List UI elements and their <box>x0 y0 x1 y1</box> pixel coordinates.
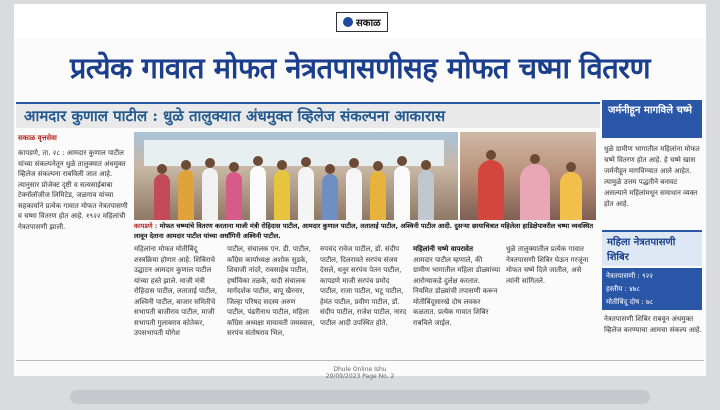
stats-box <box>602 268 702 310</box>
column-text: पाटील, संचालक एन. डी. पाटील, काँग्रेस कार्याध्यक्ष अशोक सुडके, शिवाजी नांदरे, रावसाहेब पाटील, हर्षाविका तळके, यादी संचालक मार्गदर्शक पाटील, बापू खैरनार, जिल्हा परिषद सदस्य अरुण पाटील, पंढरीनाथ पाटील, महिला कॉंग्रेस अध्यक्षा मायावती जयस्वाल, सरपंच संतोषराव भिल, <box>227 245 315 337</box>
caption-text: मोफत चष्म्यांचे वितरण करताना माजी मंत्री रोहिदास पाटील, आमदार कुणाल पाटील, लताताई पाटील, अश्विनी पाटील आदी. दुसऱ्या छायाचित्रात महिलेला हाडिक्षेपावरील चष्मा व्यवस्थित लावून देताना आमदार पाटील यांच्या अर्धांगिनी अश्विनी पाटील. <box>134 222 594 240</box>
article-column <box>134 244 222 339</box>
column-subheading: महिलांनी चष्मे वापरावेत <box>413 245 473 253</box>
caption-label: कापडणे : <box>134 222 158 230</box>
page-headline: प्रत्येक गावात मोफत नेत्रतपासणीसह मोफत चष्मा वितरण <box>69 50 651 85</box>
horizontal-scrollbar[interactable] <box>70 390 650 404</box>
stat-line: मोतीबिंदू दोष : ७८ <box>606 298 654 306</box>
subheadline: आमदार कुणाल पाटील : धुळे तालुक्यात अंधमुक्त व्हिलेज संकल्पना आकारास <box>16 102 600 128</box>
event-photo <box>134 132 458 220</box>
footer-divider <box>16 360 704 361</box>
camp-box-title: महिला नेत्रतपासणी शिबिर <box>602 230 702 266</box>
page-footer <box>14 366 706 380</box>
article-column <box>506 244 594 339</box>
column-text: आमदार पाटील म्हणाले, की ग्रामीण भागातील महिला डोळ्यांच्या आरोग्याकडे दुर्लक्ष करतात. नियमित डोळ्यांची तपासणी करून मोतीबिंदूसारखे दोष लवकर कळतात. प्रत्येक गावात शिबिर राबविले जाईल. <box>413 255 501 327</box>
logo-emblem-icon <box>343 17 353 27</box>
sidebar-closing-text: नेत्रतपासणी शिबिर राबवून अंधमुक्त व्हिलेज करण्याचा आमचा संकल्प आहे. <box>604 315 702 334</box>
byline: सकाळ वृत्तसेवा <box>18 134 57 142</box>
article-column <box>227 244 315 339</box>
photo-caption <box>134 222 596 242</box>
article-column <box>320 244 408 339</box>
column-text: महिलांना मोफत मोतीबिंदू शस्त्रक्रिया होणार आहे. शिबिराचे उद्घाटन आमदार कुणाल पाटील यांच्या हस्ते झाले. माजी मंत्री रोहिदास पाटील, लताताई पाटील, अश्विनी पाटील, बाजार समितीचे सभापती बाजीराव पाटील, माजी सभापती गुलाबराव कोतेकर, उपसभापती योगेश <box>134 245 218 337</box>
article-columns <box>134 244 596 339</box>
stat-line: हस्तीय : ४७८ <box>606 285 641 293</box>
stat-line: नेत्रतपासणी : ९२२ <box>606 272 653 280</box>
footer-edition: Dhule Online Ishu <box>333 366 387 373</box>
photo-strip <box>134 132 596 220</box>
eye-checkup-photo <box>458 132 596 220</box>
article-column <box>413 244 501 339</box>
newspaper-logo <box>336 12 388 32</box>
sidebar-title: जर्मनीहून मागविले चष्मे <box>602 100 702 138</box>
masthead <box>14 4 706 38</box>
sidebar-text: धुळे ग्रामीण भागातील महिलांना मोफत चष्मे वितरण होत आहे. हे चष्मे खास जर्मनीहून मागविण्यात आले आहेत. त्यामुळे उत्तम पद्धतीने बनावट असल्याने महिलांमधून समाधान व्यक्त होत आहे. <box>604 145 700 208</box>
logo-text: सकाळ <box>356 18 381 29</box>
footer-date: 29/09/2023 Page No. 2 <box>325 373 395 380</box>
newspaper-page <box>14 4 706 380</box>
article-column-lead: कापडणे, ता. २८ : आमदार कुणाल पाटील यांच्या संकल्पनेतून धुळे तालुक्यात अंधमुक्त व्हिलेज संकल्पना राबविली जात आहे. त्यानुसार प्रोजेक्ट दृष्टी व सत्यसाईबाबा टेक्नॉलॉजीज लिमिटेड, जळगाव यांच्या सहकार्याने प्रत्येक गावात मोफत नेत्रतपासणी व चष्मा वितरण होत आहे. १९२२ महिलांची नेत्रतपासणी झाली. <box>18 149 128 231</box>
column-text: रुपचंद रावेज पाटील, डॉ. संदीप पाटील, दिलरावते सरपंच संजय देसले, धनुर सरपंच पेतन पाटील, कापडणे माजी सरपंच प्रमोद पाटील, राजा पाटील, भटू पाटील, हेमंत पाटील, प्रवीण पाटील, डॉ. संदीप पाटील, राजेश पाटील, नारद पाटील आदी उपस्थित होते. <box>320 245 407 327</box>
column-text: धुळे तालुक्यातील प्रत्येक गावात नेत्रतपासणी शिबिर घेऊन गरजूंना मोफत चष्मे दिले जातील, असे त्यांनी सांगितले. <box>506 245 589 285</box>
